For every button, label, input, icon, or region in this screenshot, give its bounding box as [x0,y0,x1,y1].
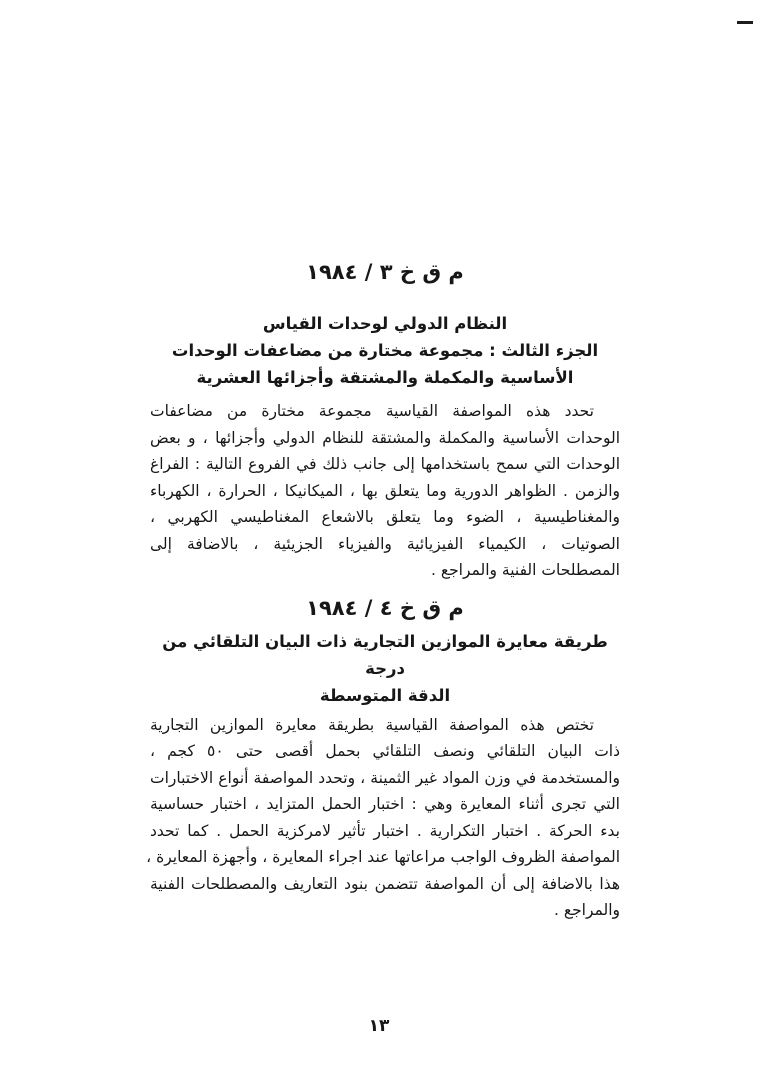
abstract-1-line: والمغناطيسية ، الضوء وما يتعلق بالاشعاع المغناطيسي الكهربي ، [150,508,620,526]
standard-title-1-line-2: الجزء الثالث : مجموعة مختارة من مضاعفات الوحدات [171,341,599,360]
standard-title-1-line-1: النظام الدولي لوحدات القياس [262,314,508,333]
abstract-2-line: التي تجرى أثناء المعايرة وهي : اختبار الحمل المتزايد ، اختبار حساسية [150,795,620,813]
abstract-1-line: والزمن . الظواهر الدورية وما يتعلق بها ، الميكانيكا ، الحرارة ، الكهرباء [150,481,620,500]
abstract-2-line: المواصفة الظروف الواجب مراعاتها عند اجراء المعايرة ، وأجهزة المعايرة ، [146,848,620,866]
abstract-2-line: هذا بالاضافة إلى أن المواصفة تتضمن بنود التعاريف والمصطلحات الفنية [150,874,620,893]
abstract-2-line: والمستخدمة في وزن المواد غير الثمينة ، وتحدد المواصفة أنواع الاختبارات [150,768,620,787]
standard-title-1 [150,310,620,391]
standard-abstract-1 [150,398,620,584]
abstract-1-line: الوحدات الأساسية والمكملة والمشتقة للنظام الدولي وأجزائها ، و بعض [150,428,620,447]
abstract-1-line: الوحدات التي سمح باستخدامها إلى جانب ذلك في الفروع التالية : الفراغ [150,455,620,473]
abstract-1-line: تحدد هذه المواصفة القياسية مجموعة مختارة من مضاعفات [150,402,594,420]
standard-title-1-line-3: الأساسية والمكملة والمشتقة وأجزائها العشرية [196,368,574,387]
abstract-2-line: ذات البيان التلقائي ونصف التلقائي بحمل أقصى حتى ٥٠ كجم ، [150,742,620,760]
standard-code-1: م ق خ ٣ / ١٩٨٤ [306,260,464,284]
standard-title-2-line-2: الدقة المتوسطة [319,685,451,705]
abstract-2-line: بدء الحركة . اختبار التكرارية . اختبار تأثير لامركزية الحمل . كما تحدد [150,821,620,840]
standard-code-2: م ق خ ٤ / ١٩٨٤ [306,595,464,620]
abstract-2-line: تختص هذه المواصفة القياسية بطريقة معايرة الموازين التجارية [150,715,594,734]
abstract-1-line: المصطلحات الفنية والمراجع . [430,561,620,579]
page-content [146,0,620,924]
standard-title-2 [150,628,620,709]
corner-dash-mark [737,21,753,24]
standard-abstract-2 [146,712,620,924]
abstract-2-line: والمراجع . [553,901,620,919]
abstract-1-line: الصوتيات ، الكيمياء الفيزيائية والفيزياء الجزيئية ، بالاضافة إلى [150,534,620,553]
standard-title-2-line-1: طريقة معايرة الموازين التجارية ذات البيان التلقائي من درجة [162,631,608,678]
page-number: ١٣ [368,1016,390,1036]
